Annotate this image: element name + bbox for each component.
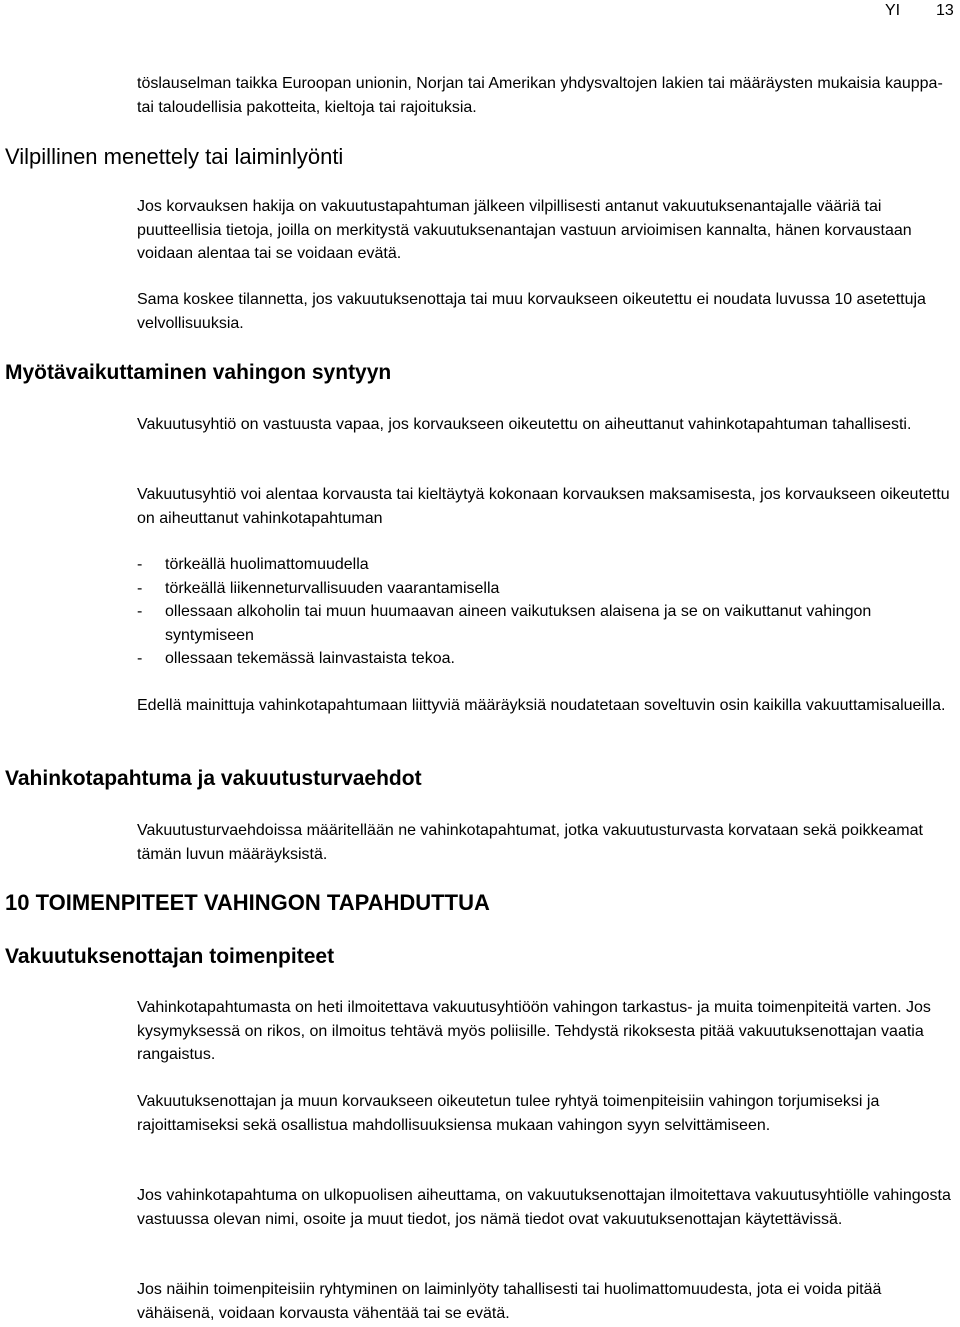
- myotavaikuttaminen-paragraph-2: Vakuutusyhtiö voi alentaa korvausta tai kieltäytyä kokonaan korvauksen maksamisesta, jos korvaukseen oikeutettu on aiheuttanut vahinkotapahtuman: [137, 486, 950, 527]
- dash-bullet: -: [137, 579, 143, 597]
- dash-bullet: -: [137, 556, 143, 573]
- heading-vahinkotapahtuma: Vahinkotapahtuma ja vakuutusturvaehdot: [5, 767, 422, 790]
- chapter-10-heading: 10 TOIMENPITEET VAHINGON TAPAHDUTTUA: [5, 890, 490, 915]
- list-item-text: törkeällä liikenneturvallisuuden vaarantamisella: [165, 579, 500, 597]
- aggravating-circumstances-list: [137, 553, 952, 671]
- list-item-text: ollessaan tekemässä lainvastaista tekoa.: [165, 650, 455, 667]
- myotavaikuttaminen-para1-block: [137, 413, 952, 437]
- vilpillinen-paragraph-1: Jos korvauksen hakija on vakuutustapahtuman jälkeen vilpillisesti antanut vakuutuksenantajalle vääriä tai puutteellisia tietoja, joilla on merkitystä vakuutuksenantajan vastuun arvioimisen kannalta, hänen korvaustaan voidaan alentaa tai se voidaan evätä.: [137, 198, 912, 262]
- list-item: [137, 577, 952, 601]
- toimenpiteet-paragraph-2: Vakuutuksenottajan ja muun korvaukseen oikeutetun tulee ryhtyä toimenpiteisiin vahingon torjumiseksi ja rajoittamiseksi sekä osallistua mahdollisuuksiensa mukaan vahingon syyn selvittämiseen.: [137, 1093, 880, 1134]
- page-number: 13: [936, 2, 954, 19]
- heading-vilpillinen: Vilpillinen menettely tai laiminlyönti: [5, 144, 344, 169]
- intro-paragraph: töslauselman taikka Euroopan unionin, Norjan tai Amerikan yhdysvaltojen lakien tai määräysten mukaisia kauppa- tai taloudellisia pakotteita, kieltoja tai rajoituksia.: [137, 75, 943, 116]
- list-item: [137, 600, 952, 647]
- myotavaikuttaminen-para2-block: [137, 483, 952, 530]
- myotavaikuttaminen-paragraph-1: Vakuutusyhtiö on vastuusta vapaa, jos korvaukseen oikeutettu on aiheuttanut vahinkotapahtuman tahallisesti.: [137, 416, 912, 433]
- vilpillinen-paragraph-2: Sama koskee tilannetta, jos vakuutuksenottaja tai muu korvaukseen oikeutettu ei noudata luvussa 10 asetettuja velvollisuuksia.: [137, 291, 926, 332]
- vilpillinen-para2-block: [137, 288, 952, 335]
- list-item-text: ollessaan alkoholin tai muun huumaavan aineen vaikutuksen alaisena ja se on vaikuttanut vahingon syntymiseen: [165, 603, 872, 644]
- toimenpiteet-paragraph-3: Jos vahinkotapahtuma on ulkopuolisen aiheuttama, on vakuutuksenottajan ilmoitettava vakuutusyhtiölle vahingosta vastuussa olevan nimi, osoite ja muut tiedot, jos nämä tiedot ovat vakuutuksenottajan käytettävissä.: [137, 1187, 951, 1228]
- dash-bullet: -: [137, 650, 143, 667]
- list-item: [137, 647, 952, 671]
- toimenpiteet-para2-block: [137, 1090, 952, 1137]
- myotavaikuttaminen-para3-block: [137, 694, 952, 718]
- vahinkotapahtuma-paragraph-1: Vakuutusturvaehdoissa määritellään ne vahinkotapahtumat, jotka vakuutusturvasta korvataan sekä poikkeamat tämän luvun määräyksistä.: [137, 822, 923, 863]
- myotavaikuttaminen-paragraph-3: Edellä mainittuja vahinkotapahtumaan liittyviä määräyksiä noudatetaan soveltuvin osin kaikilla vakuuttamisalueilla.: [137, 697, 946, 714]
- vilpillinen-para1-block: [137, 195, 952, 266]
- intro-paragraph-block: [137, 72, 952, 119]
- list-item: [137, 553, 952, 577]
- dash-bullet: -: [137, 603, 143, 620]
- heading-myotavaikuttaminen: Myötävaikuttaminen vahingon syntyyn: [5, 361, 392, 384]
- heading-toimenpiteet: Vakuutuksenottajan toimenpiteet: [5, 945, 335, 968]
- document-code: YI: [885, 2, 901, 19]
- toimenpiteet-para3-block: [137, 1184, 952, 1231]
- toimenpiteet-para1-block: [137, 996, 952, 1067]
- vahinkotapahtuma-para1-block: [137, 819, 952, 866]
- list-item-text: törkeällä huolimattomuudella: [165, 556, 369, 573]
- toimenpiteet-paragraph-4: Jos näihin toimenpiteisiin ryhtyminen on laiminlyöty tahallisesti tai huolimattomuudesta, jota ei voida pitää vähäisenä, voidaan korvausta vähentää tai se evätä.: [137, 1281, 882, 1322]
- toimenpiteet-paragraph-1: Vahinkotapahtumasta on heti ilmoitettava vakuutusyhtiöön vahingon tarkastus- ja muita toimenpiteitä varten. Jos kysymyksessä on rikos, on ilmoitus tehtävä myös poliisille. Tehdystä rikoksesta pitää vakuutuksenottajan vaatia rangaistus.: [137, 999, 931, 1063]
- toimenpiteet-para4-block: [137, 1278, 952, 1325]
